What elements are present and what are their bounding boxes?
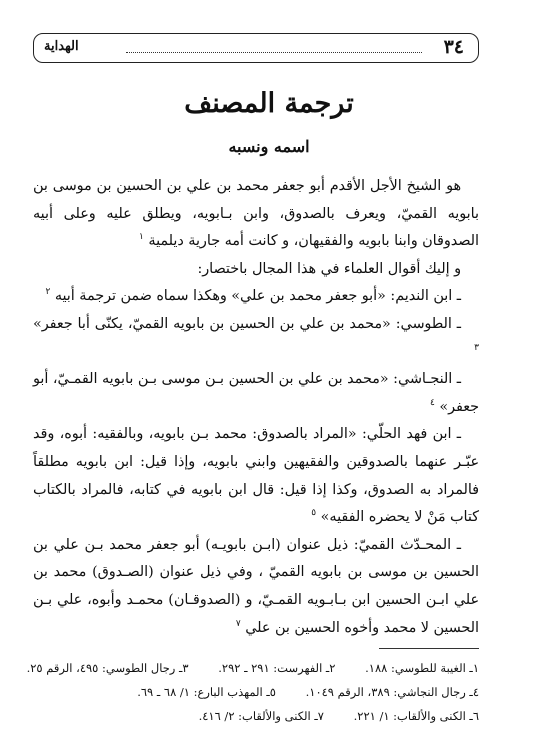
text-line: ـ النجـاشي: «محمد بن علي بن الحسين بـن موسى بـن بابويه القمـيّ، أبو <box>33 371 461 388</box>
footnote-item: ٦ـ الكنى والألقاب: ١/ ٢٢١. <box>353 709 479 723</box>
text-line: هو الشيخ الأجل الأقدم أبو جعفر محمد بن علي بن الحسين بن موسى بن <box>33 178 461 194</box>
section-subtitle: اسمه ونسبه <box>228 137 310 156</box>
footnote-item: ١ـ الغيبة للطوسي: ١٨٨. <box>365 661 479 675</box>
footnote-ref: ١ <box>139 232 144 243</box>
paragraph-tusi <box>33 311 479 366</box>
text-line: ـ ابن النديم: «أبو جعفر محمد بن علي» وهكذا سماه ضمن ترجمة أبيه <box>54 288 461 305</box>
page-number: ٣٤ <box>443 36 464 58</box>
footnote-item: ٧ـ الكنى والألقاب: ٢/ ٤١٦. <box>198 709 324 723</box>
paragraph-najashi <box>33 366 479 421</box>
footnote-ref: ٢ <box>45 287 51 298</box>
footnote-item: ٤ـ رجال النجاشي: ٣٨٩، الرقم ١٠٤٩. <box>305 685 479 699</box>
header-dotted-rule <box>126 52 422 53</box>
paragraph-intro <box>33 173 479 256</box>
running-book-title: الهداية <box>44 39 79 54</box>
text-line: و إليك أقوال العلماء في هذا المجال باختصار: <box>197 260 461 277</box>
text-line: بابويه القميّ، ويعرف بالصدوق، وابن بـابويه، ويطلق عليه وعلى أبيه الصدوقان <box>33 205 479 250</box>
text-line: ابـن الحسين ابن بـابـويه القمـيّ، و (الصدوقـان) محمـد وأبوه، علي بـن الحسين <box>33 591 479 636</box>
text-line: الحسين بن موسى بن بابويه القميّ ، وفي ذيل عنوان (الصـدوق) محمد بن علي <box>33 564 480 608</box>
text-line: ـ الطوسي: «محمد بن علي بن الحسين بن بابويه القميّ، يكنّى أبا جعفر» <box>33 315 461 332</box>
footnotes <box>26 656 479 728</box>
text-line: به الصدوق، وكذا إذا قيل: قال ابن بابويه في كتابه، فالمراد بالكتاب كتاب مَنْ لا <box>33 481 479 526</box>
footnote-separator <box>379 648 479 649</box>
footnote-line <box>33 680 479 704</box>
footnote-item: ٢ـ الفهرست: ٢٩١ ـ ٢٩٢. <box>218 661 336 675</box>
chapter-title: ترجمة المصنف <box>184 88 354 119</box>
text-line: وابنا بابويه والفقيهان، و كانت أمه جارية ديلمية <box>148 233 418 250</box>
paragraph-scholars-intro <box>33 256 479 284</box>
paragraph-qummi <box>33 532 479 642</box>
footnote-ref: ٤ <box>430 397 435 408</box>
text-line: لا محمد وأخوه الحسين بن علي <box>245 619 429 636</box>
footnote-item: ٥ـ المهذب البارع: ١/ ٦٨ ـ ٦٩. <box>137 685 276 699</box>
paragraph-ibn-nadim <box>33 283 479 311</box>
footnote-ref: ٧ <box>235 618 241 629</box>
text-line: ـ ابن فهد الحلّي: «المراد بالصدوق: محمد بـن بابويه، وبالفقيه: أبوه، وقد <box>33 426 461 443</box>
text-line: يحضره الفقيه» <box>320 509 410 526</box>
footnote-ref: ٣ <box>474 342 479 353</box>
footnote-line <box>33 704 479 728</box>
paragraph-ibn-fahd <box>33 421 479 531</box>
footnote-line <box>26 656 479 680</box>
page-header <box>33 33 479 63</box>
text-line: جعفر» <box>439 398 479 415</box>
text-line: عبّـر عنهما بالصدوقين والفقيهين وابني بابويه، وإذا قيل: ابن بابويه مطلقاً فالمراد <box>33 453 480 498</box>
body-text <box>33 173 479 642</box>
footnote-ref: ٥ <box>311 508 317 519</box>
footnote-item: ٣ـ رجال الطوسي: ٤٩٥، الرقم ٢٥. <box>26 661 189 675</box>
text-line: ـ المحـدّث القميّ: ذيل عنوان (ابـن بابويـه) أبو جعفر محمد بـن علي بن <box>33 536 461 553</box>
